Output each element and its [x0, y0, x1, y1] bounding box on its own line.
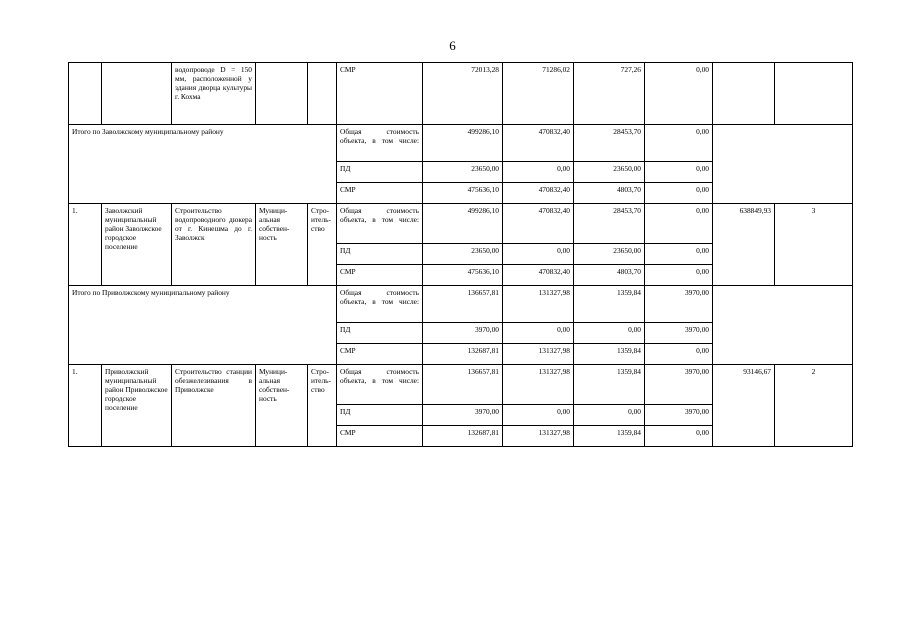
table-row — [69, 286, 853, 323]
num-cell: 1. — [69, 365, 102, 447]
type-cell: Стро-итель-ство — [308, 204, 337, 286]
value-cell: 0,00 — [503, 244, 574, 265]
value-cell: 1359,84 — [574, 286, 645, 323]
row-label: СМР — [337, 426, 423, 447]
value-cell: 470832,40 — [503, 125, 574, 162]
row-label: СМР — [337, 344, 423, 365]
district-total-title: Итого по Заволжскому муниципальному району — [69, 125, 337, 204]
value-cell: 1359,84 — [574, 365, 645, 405]
value-cell: 131327,98 — [503, 344, 574, 365]
value-cell: 23650,00 — [574, 162, 645, 183]
value-cell: 136657,81 — [423, 286, 503, 323]
value-cell: 23650,00 — [423, 244, 503, 265]
value-cell: 131327,98 — [503, 426, 574, 447]
ownership-cell — [256, 63, 308, 125]
value-cell: 4803,70 — [574, 265, 645, 286]
value-cell: 1359,84 — [574, 426, 645, 447]
type-cell — [308, 63, 337, 125]
value-cell: 3970,00 — [645, 286, 713, 323]
last-cell: 3 — [775, 204, 853, 286]
empty-cell — [713, 286, 853, 365]
row-label: СМР — [337, 265, 423, 286]
row-label: ПД — [337, 323, 423, 344]
value-cell: 131327,98 — [503, 286, 574, 323]
value-cell: 470832,40 — [503, 183, 574, 204]
row-label: Общая стоимость объекта, в том числе: — [337, 365, 423, 405]
value-cell: 0,00 — [503, 323, 574, 344]
value-cell: 0,00 — [503, 162, 574, 183]
value-cell: 132687,81 — [423, 426, 503, 447]
municipality-cell: Приволжский муниципальный район Приволжское городское поселение — [102, 365, 172, 447]
value-cell: 499286,10 — [423, 204, 503, 244]
value-cell: 499286,10 — [423, 125, 503, 162]
value-cell: 136657,81 — [423, 365, 503, 405]
value-cell: 1359,84 — [574, 344, 645, 365]
capacity-cell: 638849,93 — [713, 204, 775, 286]
row-label: Общая стоимость объекта, в том числе: — [337, 125, 423, 162]
object-cell: водопроводе D = 150 мм, расположенной у здания дворца культуры г. Кохма — [172, 63, 256, 125]
row-label: ПД — [337, 244, 423, 265]
value-cell: 23650,00 — [574, 244, 645, 265]
district-total-title: Итого по Приволжскому муниципальному району — [69, 286, 337, 365]
value-cell: 0,00 — [645, 204, 713, 244]
object-cell: Строительство станции обезжелезивания в Приволжске — [172, 365, 256, 447]
capacity-cell — [713, 63, 775, 125]
value-cell: 0,00 — [645, 162, 713, 183]
ownership-cell: Муници-альная собствен-ность — [256, 365, 308, 447]
value-cell: 475636,10 — [423, 183, 503, 204]
value-cell: 3970,00 — [645, 323, 713, 344]
last-cell: 2 — [775, 365, 853, 447]
row-label: Общая стоимость объекта, в том числе: — [337, 286, 423, 323]
value-cell: 470832,40 — [503, 265, 574, 286]
num-cell — [69, 63, 102, 125]
value-cell: 131327,98 — [503, 365, 574, 405]
value-cell: 132687,81 — [423, 344, 503, 365]
value-cell: 0,00 — [645, 63, 713, 125]
municipality-cell: Заволжский муниципальный район Заволжское городское поселение — [102, 204, 172, 286]
row-label: ПД — [337, 162, 423, 183]
value-cell: 3970,00 — [423, 323, 503, 344]
investment-table — [68, 62, 853, 447]
table-row — [69, 63, 853, 125]
value-cell: 727,26 — [574, 63, 645, 125]
municipality-cell — [102, 63, 172, 125]
type-cell: Стро-итель-ство — [308, 365, 337, 447]
row-label: СМР — [337, 63, 423, 125]
value-cell: 0,00 — [645, 183, 713, 204]
value-cell: 3970,00 — [423, 405, 503, 426]
value-cell: 23650,00 — [423, 162, 503, 183]
value-cell: 0,00 — [645, 426, 713, 447]
value-cell: 0,00 — [574, 323, 645, 344]
value-cell: 0,00 — [645, 125, 713, 162]
table-row — [69, 204, 853, 244]
num-cell: 1. — [69, 204, 102, 286]
value-cell: 0,00 — [645, 244, 713, 265]
table-row — [69, 365, 853, 405]
value-cell: 3970,00 — [645, 405, 713, 426]
empty-cell — [713, 125, 853, 204]
capacity-cell: 93146,67 — [713, 365, 775, 447]
value-cell: 0,00 — [645, 344, 713, 365]
value-cell: 0,00 — [574, 405, 645, 426]
value-cell: 470832,40 — [503, 204, 574, 244]
table-row — [69, 125, 853, 162]
value-cell: 4803,70 — [574, 183, 645, 204]
ownership-cell: Муници-альная собствен-ность — [256, 204, 308, 286]
row-label: СМР — [337, 183, 423, 204]
value-cell: 28453,70 — [574, 204, 645, 244]
value-cell: 475636,10 — [423, 265, 503, 286]
row-label: Общая стоимость объекта, в том числе: — [337, 204, 423, 244]
value-cell: 0,00 — [503, 405, 574, 426]
page-number: 6 — [449, 38, 456, 53]
object-cell: Строительство водопроводного дюкера от г. Кинешма до г. Заволжск — [172, 204, 256, 286]
value-cell: 0,00 — [645, 265, 713, 286]
value-cell: 28453,70 — [574, 125, 645, 162]
value-cell: 71286,02 — [503, 63, 574, 125]
value-cell: 3970,00 — [645, 365, 713, 405]
last-cell — [775, 63, 853, 125]
row-label: ПД — [337, 405, 423, 426]
value-cell: 72013,28 — [423, 63, 503, 125]
